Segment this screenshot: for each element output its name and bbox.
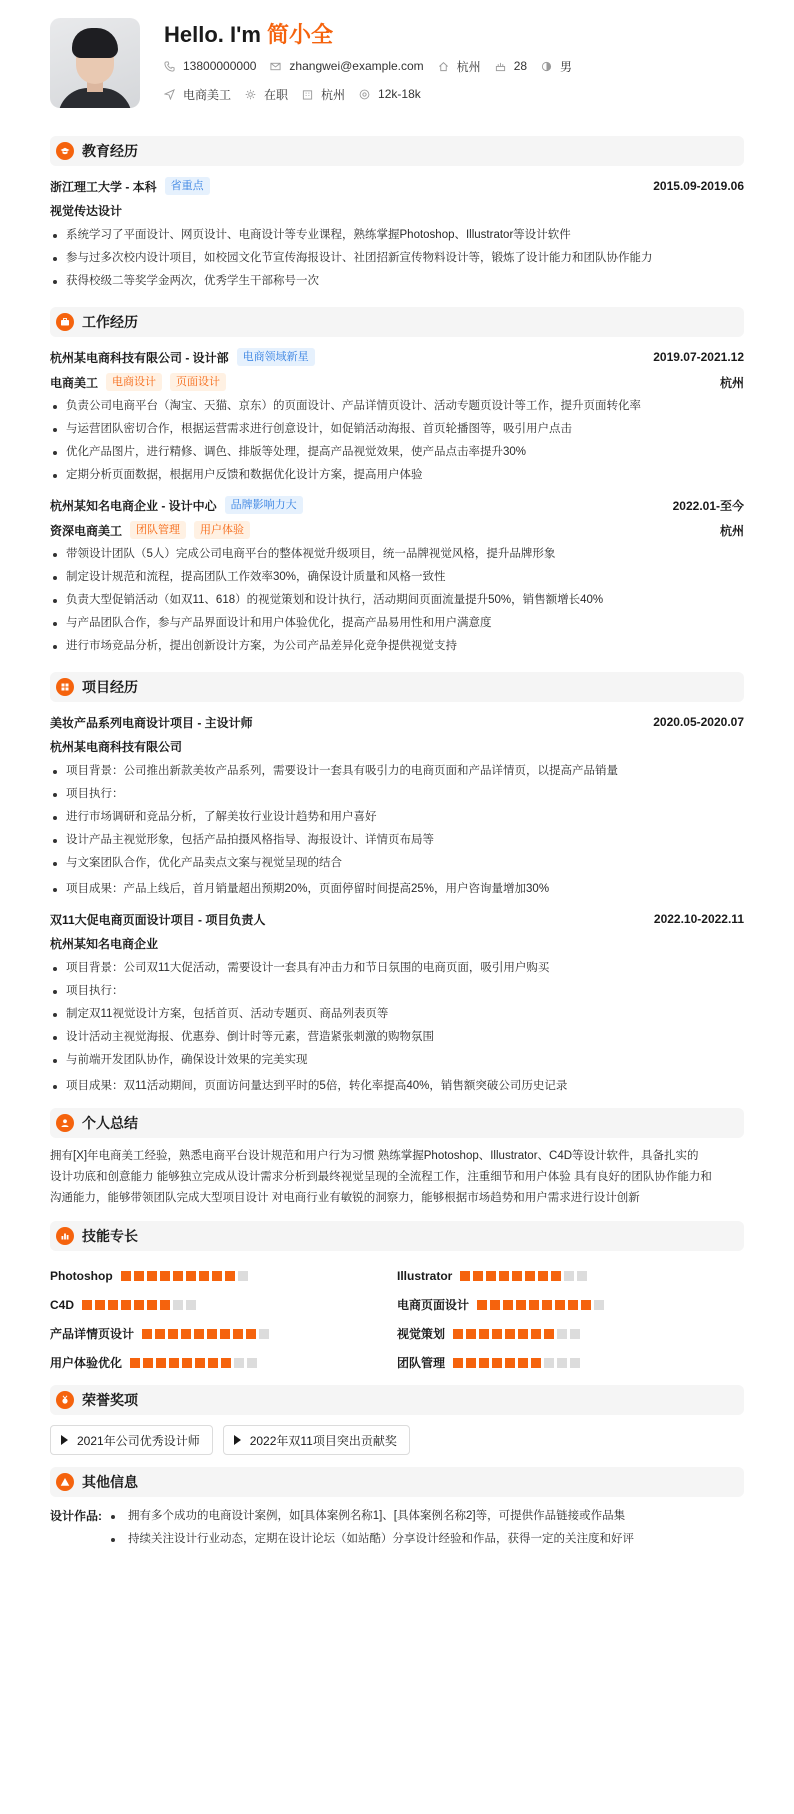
bar-chart-icon [56,1227,74,1245]
honor-text: 2021年公司优秀设计师 [77,1433,200,1448]
job-row [50,493,744,517]
honor-badge [50,1425,213,1455]
skill-level-dot [551,1271,561,1281]
list-item: 优化产品图片，进行精修、调色、排版等处理，提高产品视觉效果，使产品点击率提升30% [50,441,744,464]
job-entry [50,493,744,658]
greeting-title [164,20,586,50]
play-icon [61,1435,68,1445]
skill-row [397,1348,744,1377]
project-period: 2022.10-2022.11 [653,912,744,926]
greeting-prefix: Hello. I'm [164,22,268,47]
honor-text: 2022年双11项目突出贡献奖 [249,1433,397,1448]
skill-row [397,1290,744,1319]
skill-level-dot [453,1358,463,1368]
project-details [50,760,744,901]
status-item [245,86,288,103]
skill-level-dot [479,1329,489,1339]
education-title: 教育经历 [82,143,138,159]
skill-level-dot [121,1300,131,1310]
skill-level-dot [199,1271,209,1281]
send-icon [164,89,175,100]
summary-text [50,1146,744,1209]
project-row [50,907,744,931]
medal-icon [56,1391,74,1409]
skill-level-dot [538,1271,548,1281]
skill-level-dot [473,1271,483,1281]
job-text: 电商美工 [183,87,232,102]
skill-level-dot [160,1300,170,1310]
job-role: 电商美工 [50,375,99,390]
skill-level-dot [247,1358,257,1368]
summary-section-header [50,1108,744,1138]
list-item: 项目成果：双11活动期间，页面访问量达到平时的5倍，转化率提高40%，销售额突破公司历史记录 [50,1075,744,1098]
salary-item [359,87,421,101]
skill-level-dot [156,1358,166,1368]
summary-line: 沟通能力，能够带领团队完成大型项目设计 对电商行业有敏锐的洞察力，能够根据市场趋势和用户需求进行设计创新 [50,1192,640,1204]
skill-level-dot [557,1329,567,1339]
city-text: 杭州 [321,87,346,102]
skill-level-dot [233,1329,243,1339]
project-company: 杭州某知名电商企业 [50,937,159,951]
list-item: 项目背景：公司双11大促活动，需要设计一套具有冲击力和节日氛围的电商页面，吸引用户购买 [50,957,744,980]
skill-level-dot [259,1329,269,1339]
location-item [438,58,481,75]
skill-level-dot [492,1358,502,1368]
profile-header [50,18,744,116]
avatar [50,18,140,108]
skill-level-dot [466,1329,476,1339]
skill-level-dot [486,1271,496,1281]
list-item: 与文案团队合作，优化产品卖点文案与视觉呈现的结合 [50,852,744,875]
skill-level-dot [466,1358,476,1368]
skill-level-dot [207,1329,217,1339]
skill-tag: 电商设计 [106,373,162,391]
skill-level-dot [518,1358,528,1368]
summary-title: 个人总结 [82,1115,138,1131]
list-item: 制定双11视觉设计方案，包括首页、活动专题页、商品列表页等 [50,1003,744,1026]
list-item: 与前端开发团队协作，确保设计效果的完美实现 [50,1049,744,1072]
project-name: 美妆产品系列电商设计项目 - 主设计师 [50,715,253,730]
project-details [50,957,744,1098]
skill-level-dot [542,1300,552,1310]
home-icon [438,61,449,72]
skills-grid [50,1261,744,1377]
skill-level-dot [557,1358,567,1368]
skill-level-dot [570,1329,580,1339]
skill-row [50,1290,397,1319]
list-item: 项目执行： [50,980,744,1003]
project-company: 杭州某电商科技有限公司 [50,740,183,754]
skill-name: 产品详情页设计 [50,1327,135,1341]
honors-section-header [50,1385,744,1415]
skill-level-dot [516,1300,526,1310]
gear-icon [245,89,256,100]
skill-level-dot [577,1271,587,1281]
skill-level-dot [531,1329,541,1339]
play-icon [234,1435,241,1445]
summary-line: 设计功底和创意能力 能够独立完成从设计需求分析到最终视觉呈现的全流程工作，注重细节和用户体验 具有良好的团队协作能力和 [50,1171,712,1183]
skill-level-dot [234,1358,244,1368]
skill-level-dot [246,1329,256,1339]
job-item [164,86,231,103]
briefcase-icon [56,313,74,331]
skill-level-dot [518,1329,528,1339]
skill-tag: 团队管理 [130,521,186,539]
list-item: 进行市场竞品分析，提出创新设计方案，为公司产品差异化竞争提供视觉支持 [50,635,744,658]
list-item: 获得校级二等奖学金两次，优秀学生干部称号一次 [50,270,744,293]
profile-info [164,18,586,104]
skill-row [397,1261,744,1290]
other-info [50,1505,744,1551]
list-item: 参与过多次校内设计项目，如校园文化节宣传海报设计、社团招新宣传物料设计等，锻炼了设计能力和团队协作能力 [50,247,744,270]
skill-level-dot [220,1329,230,1339]
job-intent-row [164,84,586,104]
skills-section-header [50,1221,744,1251]
skill-level-dot [460,1271,470,1281]
skill-level-dot [186,1300,196,1310]
building-icon [302,89,313,100]
skill-level-meter [121,1271,251,1281]
skill-level-dot [195,1358,205,1368]
project-entry [50,907,744,1098]
skill-level-dot [181,1329,191,1339]
skill-level-dot [134,1300,144,1310]
list-item: 系统学习了平面设计、网页设计、电商设计等专业课程，熟练掌握Photoshop、Illustrator等设计软件 [50,224,744,247]
skill-row [50,1319,397,1348]
skill-level-dot [147,1300,157,1310]
skill-level-dot [238,1271,248,1281]
skill-level-dot [142,1329,152,1339]
skill-level-dot [505,1358,515,1368]
list-item: 设计产品主视觉形象，包括产品拍摄风格指导、海报设计、详情页布局等 [50,829,744,852]
job-period: 2019.07-2021.12 [653,350,744,364]
company-tag: 电商领域新星 [237,348,315,366]
job-city: 杭州 [719,375,744,390]
skill-level-dot [564,1271,574,1281]
education-section-header [50,136,744,166]
project-name: 双11大促电商页面设计项目 - 项目负责人 [50,912,266,927]
skill-level-dot [82,1300,92,1310]
skill-level-meter [82,1300,199,1310]
user-icon [56,1114,74,1132]
skill-level-dot [212,1271,222,1281]
job-city: 杭州 [719,523,744,538]
phone-item [164,59,256,73]
skill-level-meter [460,1271,590,1281]
skill-level-dot [186,1271,196,1281]
list-item: 负责公司电商平台（淘宝、天猫、京东）的页面设计、产品详情页设计、活动专题页设计等工作，提升页面转化率 [50,395,744,418]
list-item: 负责大型促销活动（如双11、618）的视觉策划和设计执行，活动期间页面流量提升50%，销售额增长40% [50,589,744,612]
email-text: zhangwei@example.com [289,59,424,73]
skill-level-dot [479,1358,489,1368]
projects-section-header [50,672,744,702]
skill-level-dot [490,1300,500,1310]
skill-level-dot [529,1300,539,1310]
skill-name: Illustrator [397,1268,453,1283]
job-period: 2022.01-至今 [672,498,744,513]
skill-level-meter [453,1358,583,1368]
list-item: 定期分析页面数据，根据用户反馈和数据优化设计方案，提高用户体验 [50,464,744,487]
honors-list [50,1425,744,1455]
skill-level-dot [512,1271,522,1281]
skill-level-dot [208,1358,218,1368]
list-item: 进行市场调研和竞品分析，了解美妆行业设计趋势和用户喜好 [50,806,744,829]
skill-row [397,1319,744,1348]
skill-name: 视觉策划 [397,1327,446,1341]
skill-level-dot [505,1329,515,1339]
skill-level-dot [555,1300,565,1310]
graduation-cap-icon [56,142,74,160]
list-item: 设计活动主视觉海报、优惠券、倒计时等元素，营造紧张刺激的购物氛围 [50,1026,744,1049]
work-section-header [50,307,744,337]
list-item: 拥有多个成功的电商设计案例，如[具体案例名称1]、[具体案例名称2]等，可提供作品链接或作品集 [108,1505,634,1528]
list-item: 制定设计规范和流程，提高团队工作效率30%，确保设计质量和风格一致性 [50,566,744,589]
education-details [50,224,744,293]
skill-level-dot [544,1358,554,1368]
mail-icon [270,61,281,72]
job-duties [50,543,744,658]
honors-title: 荣誉奖项 [82,1392,138,1408]
skill-level-dot [173,1271,183,1281]
list-item: 与产品团队合作，参与产品界面设计和用户体验优化，提高产品易用性和用户满意度 [50,612,744,635]
skill-level-dot [525,1271,535,1281]
project-entry [50,710,744,901]
location-text: 杭州 [456,59,481,74]
skill-level-dot [147,1271,157,1281]
company-name: 杭州某电商科技有限公司 - 设计部 [50,350,229,365]
summary-line: 拥有[X]年电商美工经验，熟悉电商平台设计规范和用户行为习惯 熟练掌握Photoshop、Illustrator、C4D等设计软件，具备扎实的 [50,1150,699,1162]
age-text: 28 [513,59,528,73]
gender-item [541,58,572,75]
skill-level-dot [594,1300,604,1310]
job-entry [50,345,744,487]
skill-level-meter [130,1358,260,1368]
job-duties [50,395,744,487]
skill-level-meter [142,1329,272,1339]
skill-level-dot [568,1300,578,1310]
list-item: 项目执行： [50,783,744,806]
coin-icon [359,89,370,100]
candidate-name: 简小全 [267,22,334,47]
skill-tag: 页面设计 [170,373,226,391]
company-tag: 品牌影响力大 [225,496,303,514]
skill-level-dot [225,1271,235,1281]
warning-icon [56,1473,74,1491]
skill-level-dot [544,1329,554,1339]
skill-level-meter [477,1300,607,1310]
education-row [50,174,744,198]
project-row [50,710,744,734]
skill-level-dot [121,1271,131,1281]
project-period: 2020.05-2020.07 [653,715,744,729]
skill-level-dot [531,1358,541,1368]
skill-level-dot [499,1271,509,1281]
skill-level-dot [492,1329,502,1339]
job-row [50,345,744,369]
skill-level-dot [143,1358,153,1368]
skill-row [50,1261,397,1290]
skill-level-dot [194,1329,204,1339]
other-details [108,1505,634,1551]
email-item [270,59,423,73]
list-item: 项目成果：产品上线后，首月销量超出预期20%，页面停留时间提高25%，用户咨询量增加30% [50,878,744,901]
skill-name: Photoshop [50,1268,113,1283]
school-tag: 省重点 [165,177,210,195]
projects-title: 项目经历 [82,679,138,695]
skill-level-dot [130,1358,140,1368]
grid-icon [56,678,74,696]
skill-level-dot [160,1271,170,1281]
job-role-row [50,369,744,395]
school-name: 浙江理工大学 - 本科 [50,179,157,194]
skill-level-dot [182,1358,192,1368]
major: 视觉传达设计 [50,204,123,218]
phone-text: 13800000000 [183,59,257,73]
skill-level-dot [95,1300,105,1310]
skill-level-meter [453,1329,583,1339]
skill-level-dot [173,1300,183,1310]
contact-row [164,56,586,76]
skill-name: 团队管理 [397,1356,446,1370]
skill-level-dot [453,1329,463,1339]
skills-title: 技能专长 [82,1228,138,1244]
skill-level-dot [581,1300,591,1310]
city-item [302,86,345,103]
company-name: 杭州某知名电商企业 - 设计中心 [50,498,217,513]
other-section-header [50,1467,744,1497]
list-item: 持续关注设计行业动态，定期在设计论坛（如站酷）分享设计经验和作品，获得一定的关注度和好评 [108,1528,634,1551]
skill-name: 电商页面设计 [397,1298,470,1312]
gender-icon [541,61,552,72]
skill-level-dot [503,1300,513,1310]
other-title: 其他信息 [82,1474,138,1490]
skill-level-dot [155,1329,165,1339]
skill-name: C4D [50,1297,75,1312]
education-period: 2015.09-2019.06 [653,179,744,193]
education-entry [50,174,744,293]
work-title: 工作经历 [82,314,138,330]
skill-level-dot [134,1271,144,1281]
skill-level-dot [168,1329,178,1339]
cake-icon [495,61,506,72]
job-role-row [50,517,744,543]
skill-row [50,1348,397,1377]
list-item: 与运营团队密切合作，根据运营需求进行创意设计，如促销活动海报、首页轮播图等，吸引用户点击 [50,418,744,441]
skill-tag: 用户体验 [194,521,250,539]
list-item: 带领设计团队（5人）完成公司电商平台的整体视觉升级项目，统一品牌视觉风格，提升品牌形象 [50,543,744,566]
phone-icon [164,61,175,72]
skill-level-dot [108,1300,118,1310]
job-role: 资深电商美工 [50,523,123,538]
gender-text: 男 [560,59,573,74]
skill-level-dot [169,1358,179,1368]
skill-level-dot [221,1358,231,1368]
salary-text: 12k-18k [378,87,421,101]
skill-level-dot [477,1300,487,1310]
age-item [495,59,527,73]
status-text: 在职 [264,87,289,102]
skill-level-dot [570,1358,580,1368]
other-label: 设计作品: [50,1509,102,1523]
skill-name: 用户体验优化 [50,1356,123,1370]
honor-badge [223,1425,410,1455]
list-item: 项目背景：公司推出新款美妆产品系列，需要设计一套具有吸引力的电商页面和产品详情页，以提高产品销量 [50,760,744,783]
